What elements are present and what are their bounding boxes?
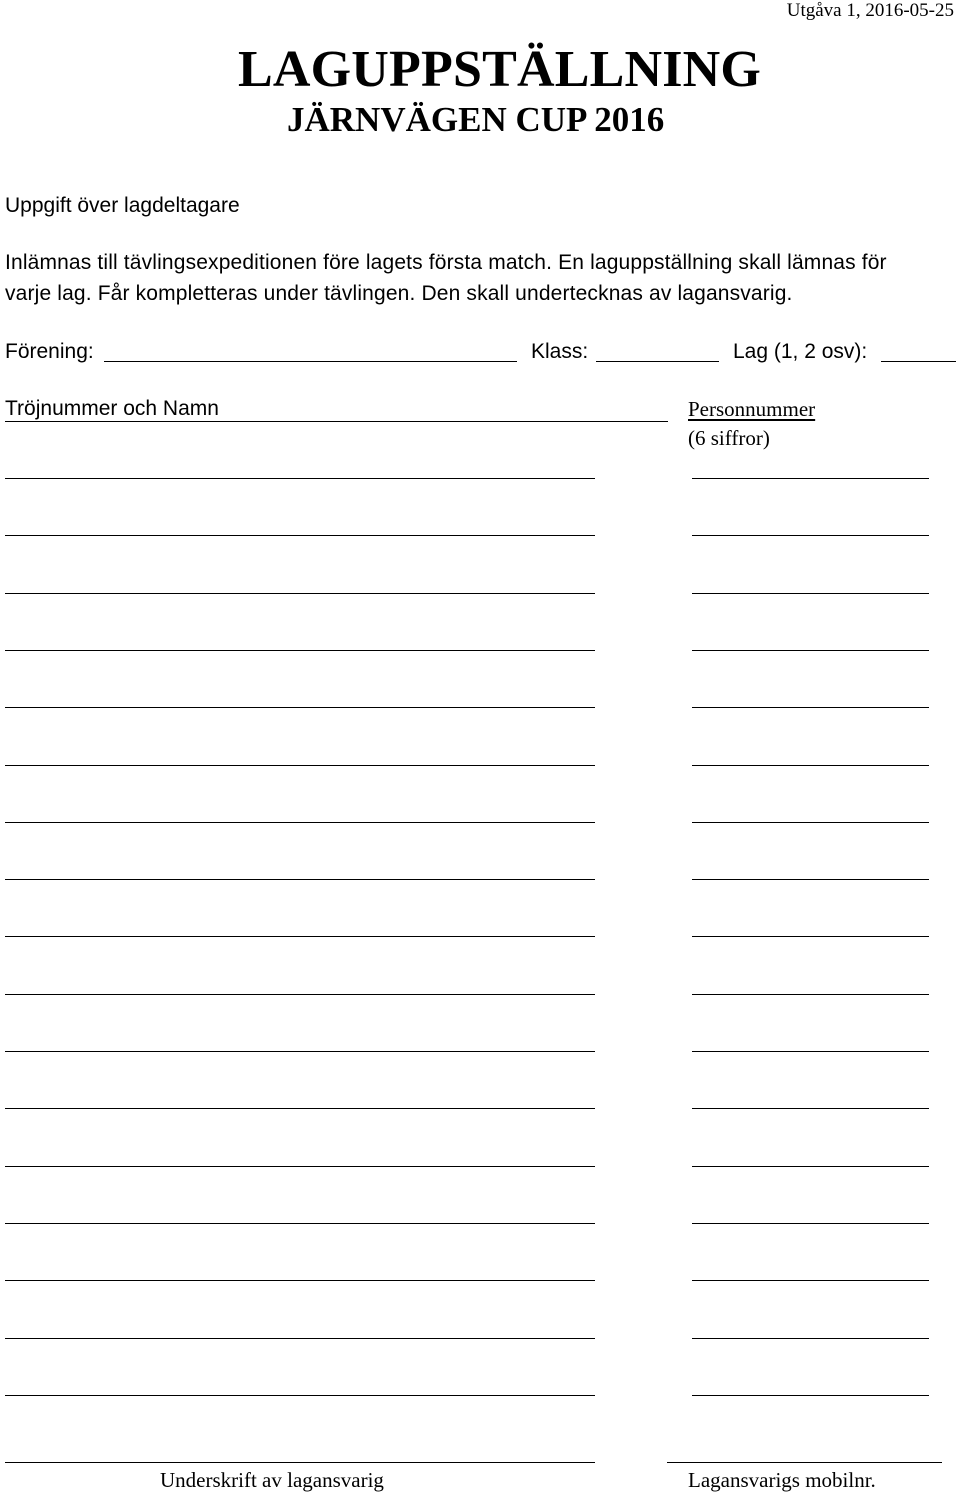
pnr-column-subheader: (6 siffror) [688,426,770,450]
table-row [0,1108,960,1110]
club-field[interactable] [104,361,517,362]
player-name-field[interactable] [5,765,595,766]
personal-number-field[interactable] [692,879,929,880]
player-name-field[interactable] [5,936,595,937]
player-name-field[interactable] [5,535,595,536]
player-name-field[interactable] [5,650,595,651]
signature-field[interactable] [5,1462,595,1463]
player-name-field[interactable] [5,593,595,594]
player-name-field[interactable] [5,1395,595,1396]
class-field[interactable] [596,361,719,362]
player-name-field[interactable] [5,1108,595,1109]
personal-number-field[interactable] [692,1051,929,1052]
team-number-label: Lag (1, 2 osv): [733,340,868,363]
personal-number-field[interactable] [692,994,929,995]
personal-number-field[interactable] [692,478,929,479]
player-name-field[interactable] [5,1280,595,1281]
personal-number-field[interactable] [692,1108,929,1109]
table-row [0,1166,960,1168]
club-label: Förening: [5,340,94,363]
page-subtitle: JÄRNVÄGEN CUP 2016 [287,100,665,139]
signature-label: Underskrift av lagansvarig [160,1468,384,1492]
table-row [0,1051,960,1053]
player-name-field[interactable] [5,822,595,823]
page-title: LAGUPPSTÄLLNING [238,41,762,98]
personal-number-field[interactable] [692,765,929,766]
table-row [0,535,960,537]
team-number-field[interactable] [881,361,956,362]
name-column-header-rule [5,421,668,422]
personal-number-field[interactable] [692,707,929,708]
personal-number-field[interactable] [692,650,929,651]
pnr-column-header: Personnummer [688,397,816,421]
table-row [0,593,960,595]
personal-number-field[interactable] [692,1280,929,1281]
personal-number-field[interactable] [692,535,929,536]
personal-number-field[interactable] [692,822,929,823]
table-row [0,707,960,709]
player-name-field[interactable] [5,1223,595,1224]
intro-text-line-1: Inlämnas till tävlingsexpeditionen före lagets första match. En laguppställning skall lämnas för [5,251,887,274]
personal-number-field[interactable] [692,1166,929,1167]
mobile-number-label: Lagansvarigs mobilnr. [688,1468,876,1492]
table-row [0,1280,960,1282]
edition-label: Utgåva 1, 2016-05-25 [786,0,954,21]
table-row [0,1395,960,1397]
personal-number-field[interactable] [692,1395,929,1396]
section-heading: Uppgift över lagdeltagare [5,194,240,217]
table-row [0,650,960,652]
personal-number-field[interactable] [692,593,929,594]
player-name-field[interactable] [5,1166,595,1167]
table-row [0,879,960,881]
table-row [0,765,960,767]
table-row [0,478,960,480]
name-column-header: Tröjnummer och Namn [5,397,219,420]
table-row [0,822,960,824]
table-row [0,936,960,938]
personal-number-field[interactable] [692,936,929,937]
table-row [0,994,960,996]
player-name-field[interactable] [5,994,595,995]
player-name-field[interactable] [5,879,595,880]
personal-number-field[interactable] [692,1338,929,1339]
table-row [0,1338,960,1340]
player-name-field[interactable] [5,1051,595,1052]
personal-number-field[interactable] [692,1223,929,1224]
player-name-field[interactable] [5,478,595,479]
player-name-field[interactable] [5,707,595,708]
table-row [0,1223,960,1225]
intro-text-line-2: varje lag. Får kompletteras under tävlingen. Den skall undertecknas av lagansvarig. [5,282,793,305]
mobile-number-field[interactable] [667,1462,942,1463]
class-label: Klass: [531,340,589,363]
player-name-field[interactable] [5,1338,595,1339]
